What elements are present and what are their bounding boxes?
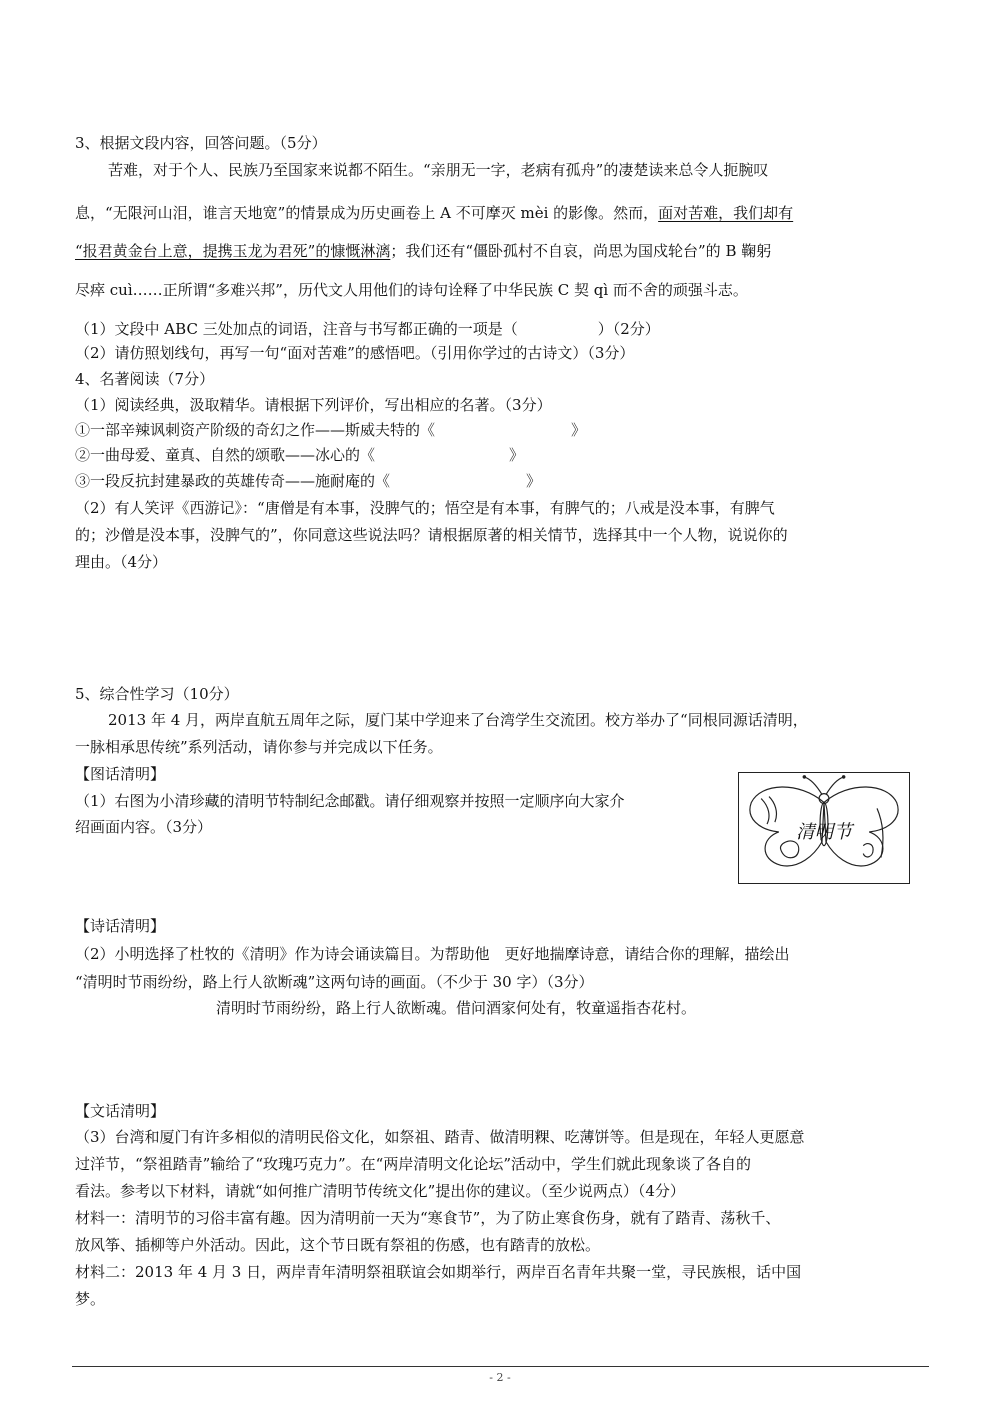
q5-title: 5、综合性学习（10分） — [75, 685, 239, 703]
page-number: - 2 - — [489, 1371, 511, 1384]
q4-subquestion-2-line-3: 理由。（4分） — [75, 553, 168, 571]
q5-task-2-line-1: （2）小明选择了杜牧的《清明》作为诗会诵读篇目。为帮助他 更好地揣摩诗意，请结合你的理解，描绘出 — [75, 945, 790, 963]
section-heading-picture: 【图话清明】 — [75, 765, 166, 783]
q4-item-1-text: ①一部辛辣讽刺资产阶级的奇幻之作——斯威夫特的《 — [75, 421, 436, 439]
q3-passage-text: ；我们还有“僵卧孤村不自哀，尚思为国戍轮台”的 B 鞠躬 — [390, 242, 772, 260]
q3-title: 3、根据文段内容，回答问题。（5分） — [75, 134, 327, 152]
q5-task-1-line-2: 绍画面内容。（3分） — [75, 818, 213, 836]
section-heading-poem: 【诗话清明】 — [75, 917, 166, 935]
stamp-festival-label: 清明节 — [796, 821, 852, 843]
q3-passage-text: 息，“无限河山泪，谁言天地宽”的情景成为历史画卷上 A 不可摩灭 mèi 的影像。然而， — [75, 204, 659, 222]
q3-subquestion-2: （2）请仿照划线句，再写一句“面对苦难”的感悟吧。（引用你学过的古诗文）（3分） — [75, 344, 635, 362]
q3-subquestion-1 — [75, 319, 660, 339]
q5-task-3-line-1: （3）台湾和厦门有许多相似的清明民俗文化，如祭祖、踏青、做清明粿、吃薄饼等。但是现在，年轻人更愿意 — [75, 1128, 805, 1146]
q4-subquestion-2-line-1: （2）有人笑评《西游记》：“唐僧是有本事，没脾气的；悟空是有本事，有脾气的；八戒是没本事，有脾气 — [75, 499, 775, 517]
q4-item-3 — [75, 471, 541, 491]
poem-qingming: 清明时节雨纷纷，路上行人欲断魂。借问酒家何处有，牧童遥指杏花村。 — [216, 999, 697, 1017]
section-heading-essay: 【文话清明】 — [75, 1102, 166, 1120]
underlined-sentence-part-1: 面对苦难，我们却有 — [658, 204, 794, 222]
q4-item-1-close: 》 — [571, 421, 587, 439]
q5-task-3-line-3: 看法。参考以下材料，请就“如何推广清明节传统文化”提出你的建议。（至少说两点）（4分） — [75, 1182, 685, 1200]
q4-subquestion-1: （1）阅读经典，汲取精华。请根据下列评价，写出相应的名著。（3分） — [75, 396, 552, 414]
q5-task-3-line-2: 过洋节，“祭祖踏青”输给了“玫瑰巧克力”。在“两岸清明文化论坛”活动中，学生们就此现象谈了各自的 — [75, 1155, 752, 1173]
q4-item-3-close: 》 — [526, 472, 542, 490]
q4-item-2-text: ②一曲母爱、童真、自然的颂歌——冰心的《 — [75, 446, 376, 464]
material-2-line-1: 材料二：2013 年 4 月 3 日，两岸青年清明祭祖联谊会如期举行，两岸百名青年共聚一堂，寻民族根，话中国 — [75, 1263, 802, 1281]
q3-passage-line-3 — [75, 241, 771, 261]
q3-passage-line-4: 尽瘁 cuì……正所谓“多难兴邦”，历代文人用他们的诗句诠释了中华民族 C 契 qì 而不舍的顽强斗志。 — [75, 281, 748, 299]
q5-intro-line-1: 2013 年 4 月，两岸直航五周年之际，厦门某中学迎来了台湾学生交流团。校方举办了“同根同源话清明， — [108, 711, 808, 729]
q5-intro-line-2: 一脉相承思传统”系列活动，请你参与并完成以下任务。 — [75, 738, 443, 756]
material-1-line-2: 放风筝、插柳等户外活动。因此，这个节日既有祭祖的伤感，也有踏青的放松。 — [75, 1236, 601, 1254]
q4-title: 4、名著阅读（7分） — [75, 370, 215, 388]
qingming-stamp-image — [738, 772, 910, 884]
q5-task-1-line-1: （1）右图为小清珍藏的清明节特制纪念邮戳。请仔细观察并按照一定顺序向大家介 — [75, 792, 625, 810]
material-2-line-2: 梦。 — [75, 1290, 106, 1308]
butterfly-stamp-illustration — [739, 773, 909, 883]
material-1-line-1: 材料一：清明节的习俗丰富有趣。因为清明前一天为“寒食节”，为了防止寒食伤身，就有了踏青、荡秋千、 — [75, 1209, 781, 1227]
q4-subquestion-2-line-2: 的；沙僧是没本事，没脾气的”，你同意这些说法吗？请根据原著的相关情节，选择其中一个人物，说说你的 — [75, 526, 788, 544]
q3-s1-score: ）（2分） — [597, 320, 660, 338]
q5-task-2-line-2: “清明时节雨纷纷，路上行人欲断魂”这两句诗的画面。（不少于 30 字）（3分） — [75, 973, 594, 991]
q3-s1-text: （1）文段中 ABC 三处加点的词语，注音与书写都正确的一项是（ — [75, 320, 518, 338]
q3-passage-line-1: 苦难，对于个人、民族乃至国家来说都不陌生。“亲朋无一字，老病有孤舟”的凄楚读来总令人扼腕叹 — [108, 161, 769, 179]
q4-item-2-close: 》 — [509, 446, 525, 464]
q4-item-3-text: ③一段反抗封建暴政的英雄传奇——施耐庵的《 — [75, 472, 391, 490]
footer-divider — [72, 1366, 929, 1367]
q3-passage-line-2 — [75, 203, 793, 223]
q4-item-2 — [75, 445, 524, 465]
underlined-sentence-part-2: “报君黄金台上意，提携玉龙为君死”的慷慨淋漓 — [75, 242, 391, 260]
q4-item-1 — [75, 420, 586, 440]
